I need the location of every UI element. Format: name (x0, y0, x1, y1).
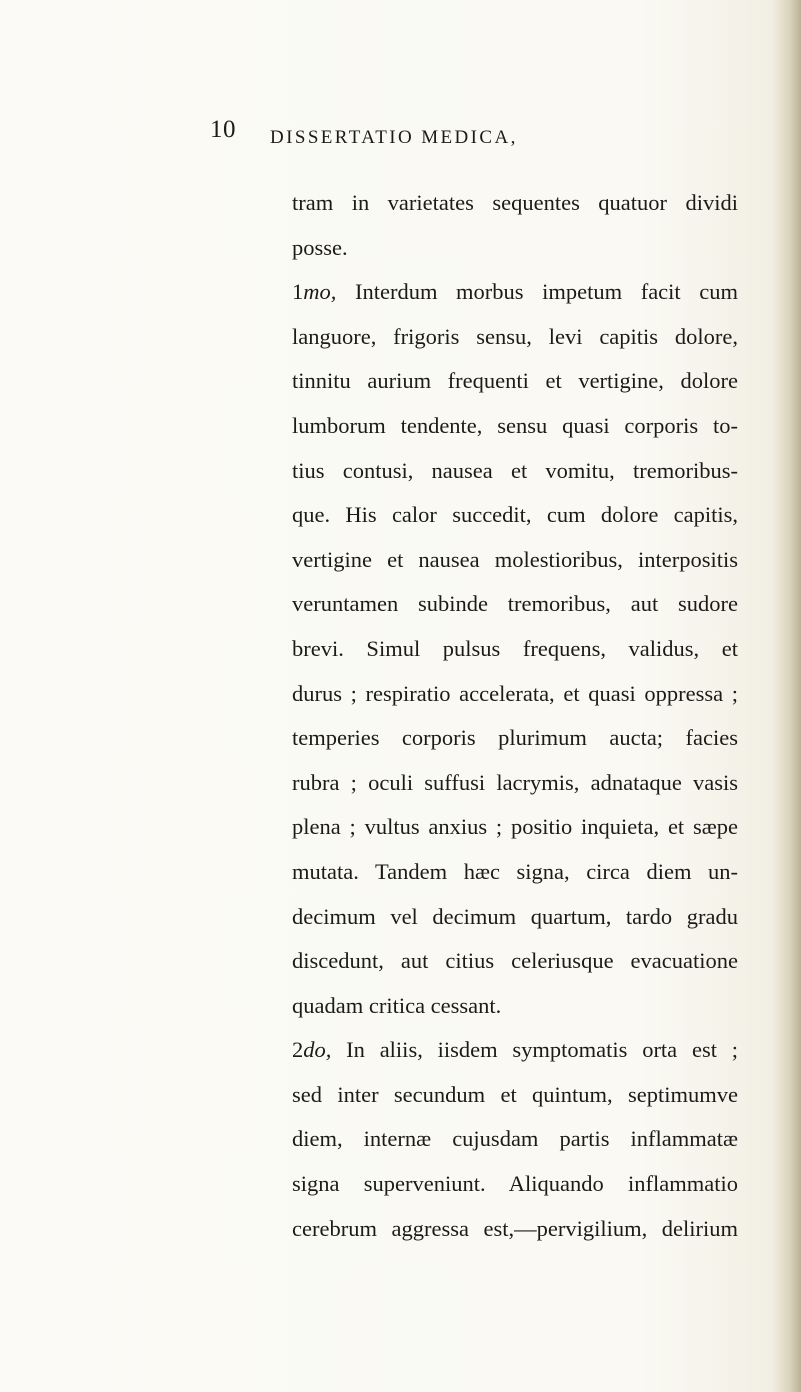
text-line: rubra ; oculi suffusi lacrymis, adnataque vasis (292, 769, 738, 795)
text-line: brevi. Simul pulsus frequens, validus, et (292, 635, 738, 661)
text-line: discedunt, aut citius celeriusque evacuatione (292, 948, 738, 974)
text-line: sed inter secundum et quintum, septimumve (292, 1081, 738, 1107)
running-head: DISSERTATIO MEDICA, (270, 127, 518, 148)
section-ordinal: 2do, (292, 1037, 332, 1063)
text-line: plena ; vultus anxius ; positio inquieta, et sæpe (292, 814, 738, 840)
text-line: tinnitu aurium frequenti et vertigine, dolore (292, 368, 738, 394)
text-line: lumborum tendente, sensu quasi corporis to- (292, 412, 738, 438)
text-line: vertigine et nausea molestioribus, interpositis (292, 546, 738, 572)
body-text (292, 181, 738, 1251)
page-header (210, 116, 630, 157)
text-line: temperies corporis plurimum aucta; facies (292, 725, 738, 751)
text-line: durus ; respiratio accelerata, et quasi oppressa ; (292, 680, 738, 706)
text-line: que. His calor succedit, cum dolore capitis, (292, 502, 738, 528)
text-line: mutata. Tandem hæc signa, circa diem un- (292, 858, 738, 884)
text-line: signa superveniunt. Aliquando inflammatio (292, 1171, 738, 1197)
text-line: 2do, In aliis, iisdem symptomatis orta est ; (292, 1037, 738, 1063)
text-line: tram in varietates sequentes quatuor dividi (292, 190, 738, 215)
page-number: 10 (210, 116, 236, 143)
text-line: 1mo, Interdum morbus impetum facit cum (292, 279, 738, 305)
text-line: quadam critica cessant. (292, 992, 502, 1018)
page-edge-shadow (773, 0, 801, 1392)
text-line: posse. (292, 234, 348, 260)
text-line: veruntamen subinde tremoribus, aut sudore (292, 591, 738, 617)
section-ordinal: 1mo, (292, 279, 337, 305)
text-line: languore, frigoris sensu, levi capitis dolore, (292, 323, 738, 349)
text-line: diem, internæ cujusdam partis inflammatæ (292, 1126, 738, 1152)
text-line: tius contusi, nausea et vomitu, tremoribus- (292, 457, 738, 483)
text-line: decimum vel decimum quartum, tardo gradu (292, 903, 738, 929)
text-line: cerebrum aggressa est,—pervigilium, delirium (292, 1215, 738, 1241)
